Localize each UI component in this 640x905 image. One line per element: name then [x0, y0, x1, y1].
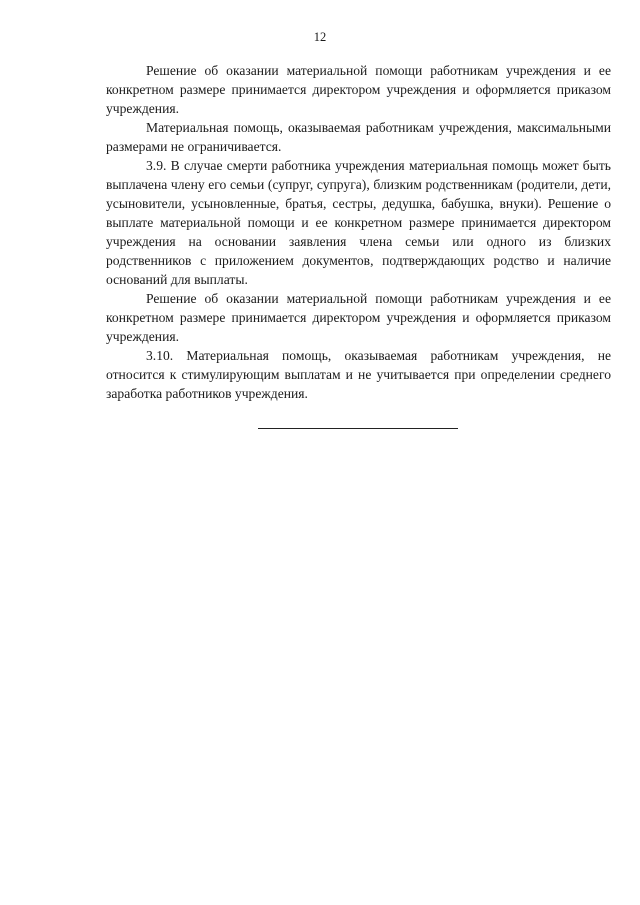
paragraph-3-10-not-incentive: 3.10. Материальная помощь, оказываемая работникам учреждения, не относится к стимулирующим выплатам и не учитывается при определении среднего заработка работников учреждения. [106, 348, 611, 401]
document-body [106, 61, 611, 403]
page-number: 12 [313, 30, 327, 44]
paragraph-max-amount: Материальная помощь, оказываемая работникам учреждения, максимальными размерами не ограничивается. [106, 120, 611, 154]
end-of-document-rule [258, 428, 458, 429]
paragraph-3-9-death-of-employee: 3.9. В случае смерти работника учреждения материальная помощь может быть выплачена члену его семьи (супруг, супруга), близким родственникам (родители, дети, усыновители, усыновленные, братья, сестры, дедушка, бабушка, внуки). Решение о выплате материальной помощи и ее конкретном размере принимается директором учреждения на основании заявления члена семьи или одного из близких родственников с приложением документов, подтверждающих родство и наличие оснований для выплаты. [106, 158, 611, 287]
paragraph-decision-approval-repeat: Решение об оказании материальной помощи работникам учреждения и ее конкретном размере принимается директором учреждения и оформляется приказом учреждения. [106, 291, 611, 344]
paragraph-decision-approval: Решение об оказании материальной помощи работникам учреждения и ее конкретном размере принимается директором учреждения и оформляется приказом учреждения. [106, 63, 611, 116]
